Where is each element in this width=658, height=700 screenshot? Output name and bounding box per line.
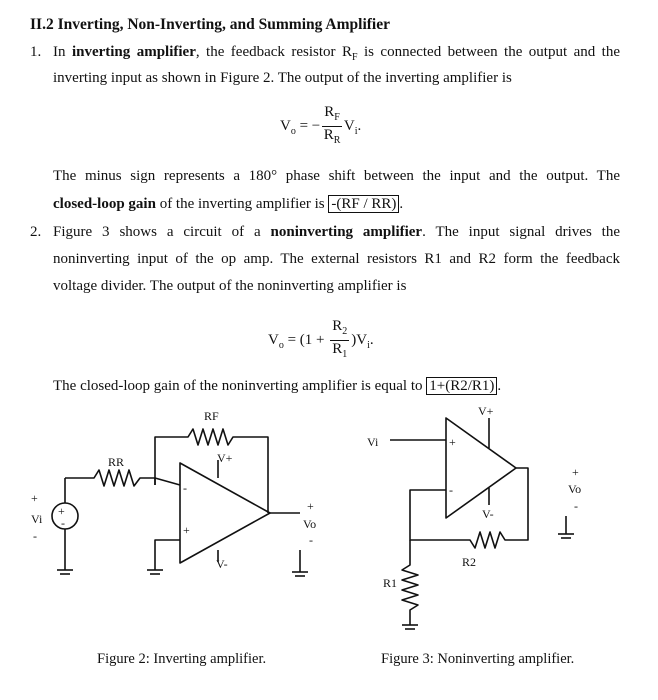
vo-plus: + bbox=[307, 499, 314, 513]
term-closed-loop-gain: closed-loop gain bbox=[53, 196, 156, 212]
item-number: 1. bbox=[30, 44, 42, 60]
paragraph-line: inverting input as shown in Figure 2. The output of the inverting amplifier is bbox=[53, 70, 512, 86]
label-vplus: V+ bbox=[478, 404, 494, 418]
label-vo: Vo bbox=[568, 482, 582, 496]
source-plus-mark: + bbox=[58, 504, 65, 518]
label-r1: R1 bbox=[383, 576, 398, 590]
paragraph-line: Figure 3 shows a circuit of a noninverting amplifier. The input signal drives the bbox=[53, 224, 620, 240]
vo-minus: - bbox=[574, 499, 578, 513]
label-r2: R2 bbox=[462, 555, 477, 569]
label-vplus: V+ bbox=[217, 451, 233, 465]
gain-formula-box: -(RF / RR) bbox=[328, 195, 399, 213]
figure3-caption: Figure 3: Noninverting amplifier. bbox=[381, 651, 575, 667]
paragraph-line: voltage divider. The output of the noninverting amplifier is bbox=[53, 278, 407, 294]
opamp-minus-input: - bbox=[449, 483, 453, 497]
gain-formula-box: 1+(R2/R1) bbox=[426, 377, 497, 395]
opamp-symbol bbox=[180, 463, 270, 563]
voltage-source-symbol bbox=[52, 503, 78, 529]
vo-plus: + bbox=[572, 465, 579, 479]
section-heading: II.2 Inverting, Non-Inverting, and Summing Amplifier bbox=[30, 16, 390, 33]
label-vminus: V- bbox=[216, 557, 228, 571]
vi-plus: + bbox=[31, 491, 38, 505]
paragraph-line: closed-loop gain of the inverting amplifier is -(RF / RR) . bbox=[53, 196, 404, 212]
equation-inverting: $V_o$ = − $\frac{R_F}{R_R}$ $V_i$. bbox=[280, 104, 362, 146]
label-rf: RF bbox=[204, 409, 219, 423]
resistor-rf bbox=[155, 429, 268, 513]
label-rr: RR bbox=[108, 455, 125, 469]
label-vminus: V- bbox=[482, 507, 494, 521]
label-vi: Vi bbox=[367, 435, 379, 449]
source-minus-mark: - bbox=[61, 516, 65, 530]
vo-minus: - bbox=[309, 533, 313, 547]
vi-minus: - bbox=[33, 529, 37, 543]
figure2-caption: Figure 2: Inverting amplifier. bbox=[97, 651, 267, 667]
resistor-r2 bbox=[410, 468, 528, 548]
term-noninverting-amplifier: noninverting amplifier bbox=[270, 224, 423, 240]
resistor-r1 bbox=[402, 540, 418, 625]
figure3-noninverting-circuit bbox=[390, 418, 574, 629]
opamp-plus-input: + bbox=[449, 435, 456, 449]
paragraph-line: noninverting input of the op amp. The external resistors R1 and R2 form the feedback bbox=[53, 251, 620, 267]
paragraph-line: In inverting amplifier, the feedback resistor $R_F$ is connected between the output and the bbox=[53, 44, 620, 63]
opamp-plus-input: + bbox=[183, 523, 190, 537]
paragraph-line: The closed-loop gain of the noninverting amplifier is equal to 1+(R2/R1) . bbox=[53, 378, 502, 394]
figure2-inverting-circuit bbox=[52, 429, 308, 576]
item-number: 2. bbox=[30, 224, 42, 240]
equation-noninverting: $V_o = (1$ + $\frac{R_2}{R_1}$ )$V_i$. bbox=[268, 318, 374, 360]
label-vi: Vi bbox=[31, 512, 43, 526]
opamp-minus-input: - bbox=[183, 481, 187, 495]
term-inverting-amplifier: inverting amplifier bbox=[71, 44, 196, 60]
label-vo: Vo bbox=[303, 517, 317, 531]
paragraph-line: The minus sign represents a 180° phase shift between the input and the output. The bbox=[53, 168, 620, 184]
opamp-symbol bbox=[446, 418, 516, 518]
